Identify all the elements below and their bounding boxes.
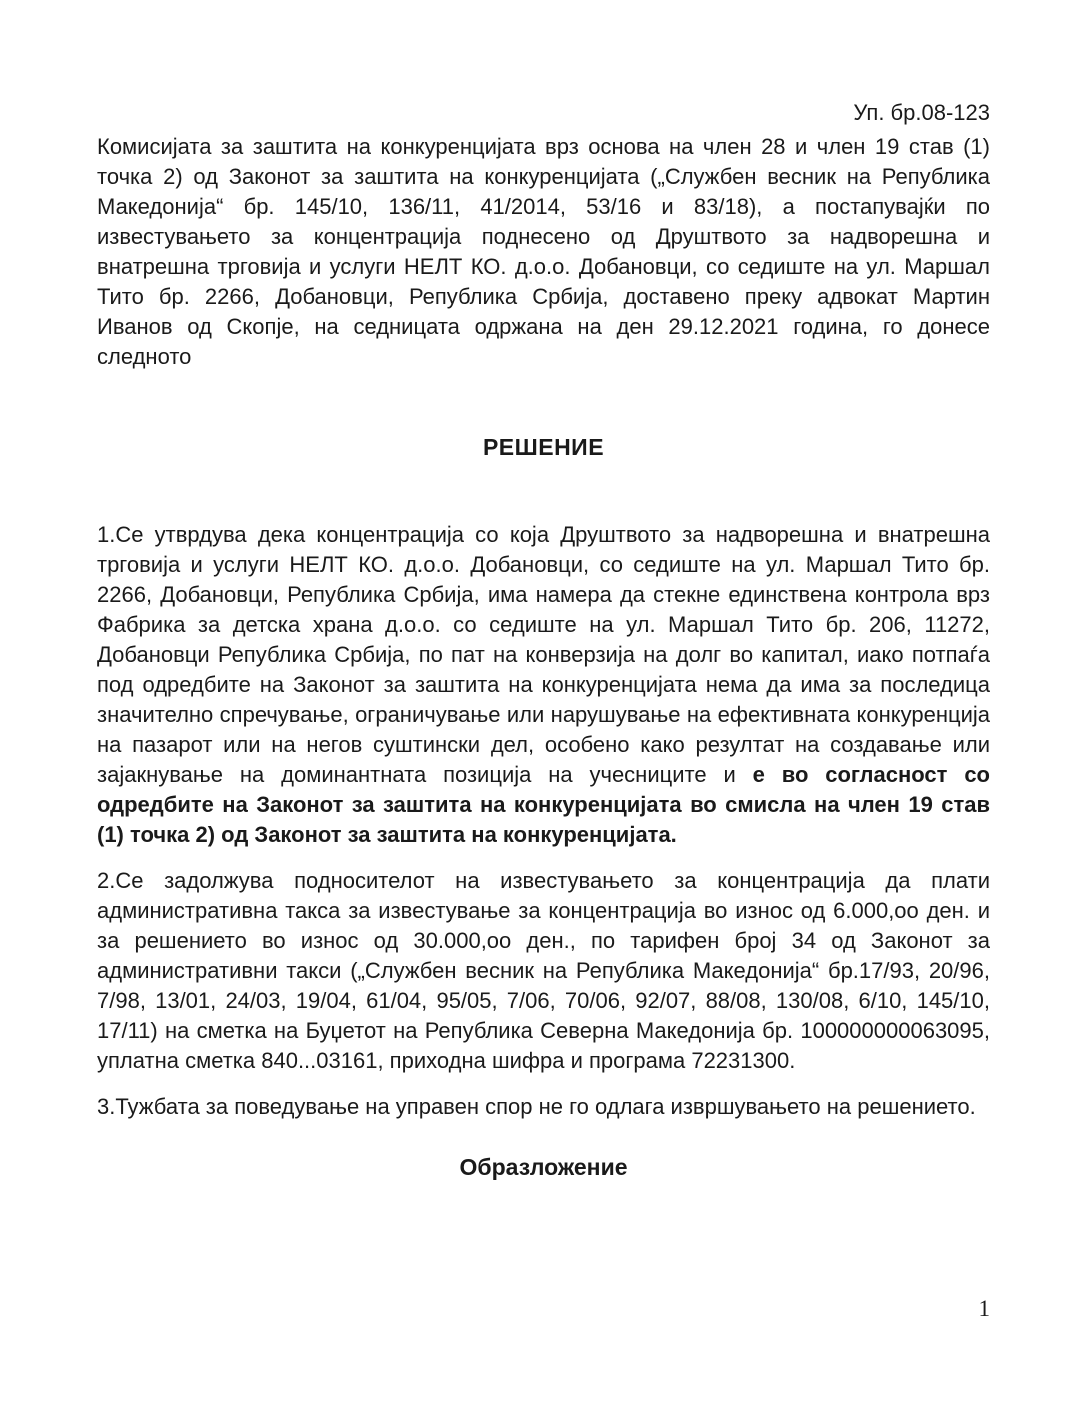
intro-paragraph: Комисијата за заштита на конкуренцијата врз основа на член 28 и член 19 став (1) точка 2) од Законот за заштита на конкуренцијата („Службен весник на Република Македонија“ бр. 145/10, 136/11, 41/2014, 53/16 и 83/18), а постапувајќи по известувањето за концентрација поднесено од Друштвото за надворешна и внатрешна трговија и услуги НЕЛТ КО. д.о.о. Добановци, со седиште на ул. Маршал Тито бр. 2266, Добановци, Република Србија, доставено преку адвокат Мартин Иванов од Скопје, на седницата одржана на ден 29.12.2021 година, го донесе следното	[97, 134, 990, 369]
point-1-bold-text: е во согласност со одредбите на Законот за заштита на конкуренцијата во смисла на член 19 став (1) точка 2) од Законот за заштита на конкуренцијата.	[97, 762, 990, 847]
point-1-text: 1.Се утврдува дека концентрација со која Друштвото за надворешна и внатрешна трговија и услуги НЕЛТ КО. д.о.о. Добановци, со седиште на ул. Маршал Тито бр. 2266, Добановци, Република Србија, има намера да стекне единствена контрола врз Фабрика за детска храна д.о.о. со седиште на ул. Маршал Тито бр. 206, 11272, Добановци Република Србија, по пат на конверзија на долг во капитал, иако потпаѓа под одредбите на Законот за заштита на конкуренцијата нема да има за последица значително спречување, ограничување или нарушување на ефективната конкуренција на пазарот или на негов суштински дел, особено како резултат на создавање или зајакнување на доминантната позиција на учесниците и	[97, 522, 990, 787]
page-number: 1	[978, 1296, 990, 1321]
point-1-paragraph	[97, 520, 990, 850]
point-2-paragraph: 2.Се задолжува подносителот на известувањето за концентрација да плати административна такса за известување за концентрација во износ од 6.000,оо ден. и за решението во износ од 30.000,оо ден., по тарифен број 34 од Законот за административни такси („Службен весник на Република Македонија“ бр.17/93, 20/96, 7/98, 13/01, 24/03, 19/04, 61/04, 95/05, 7/06, 70/06, 92/07, 88/08, 130/08, 6/10, 145/10, 17/11) на сметка на Буџетот на Република Северна Македонија бр. 100000000063095, уплатна сметка 840...03161, приходна шифра и програма 72231300.	[97, 868, 990, 1073]
point-3-paragraph: 3.Тужбата за поведување на управен спор не го одлага извршувањето на решението.	[97, 1094, 976, 1119]
explanation-heading: Образложение	[459, 1154, 628, 1180]
decision-heading: РЕШЕНИЕ	[482, 434, 605, 460]
case-number: Уп. бр.08-123	[853, 100, 990, 125]
